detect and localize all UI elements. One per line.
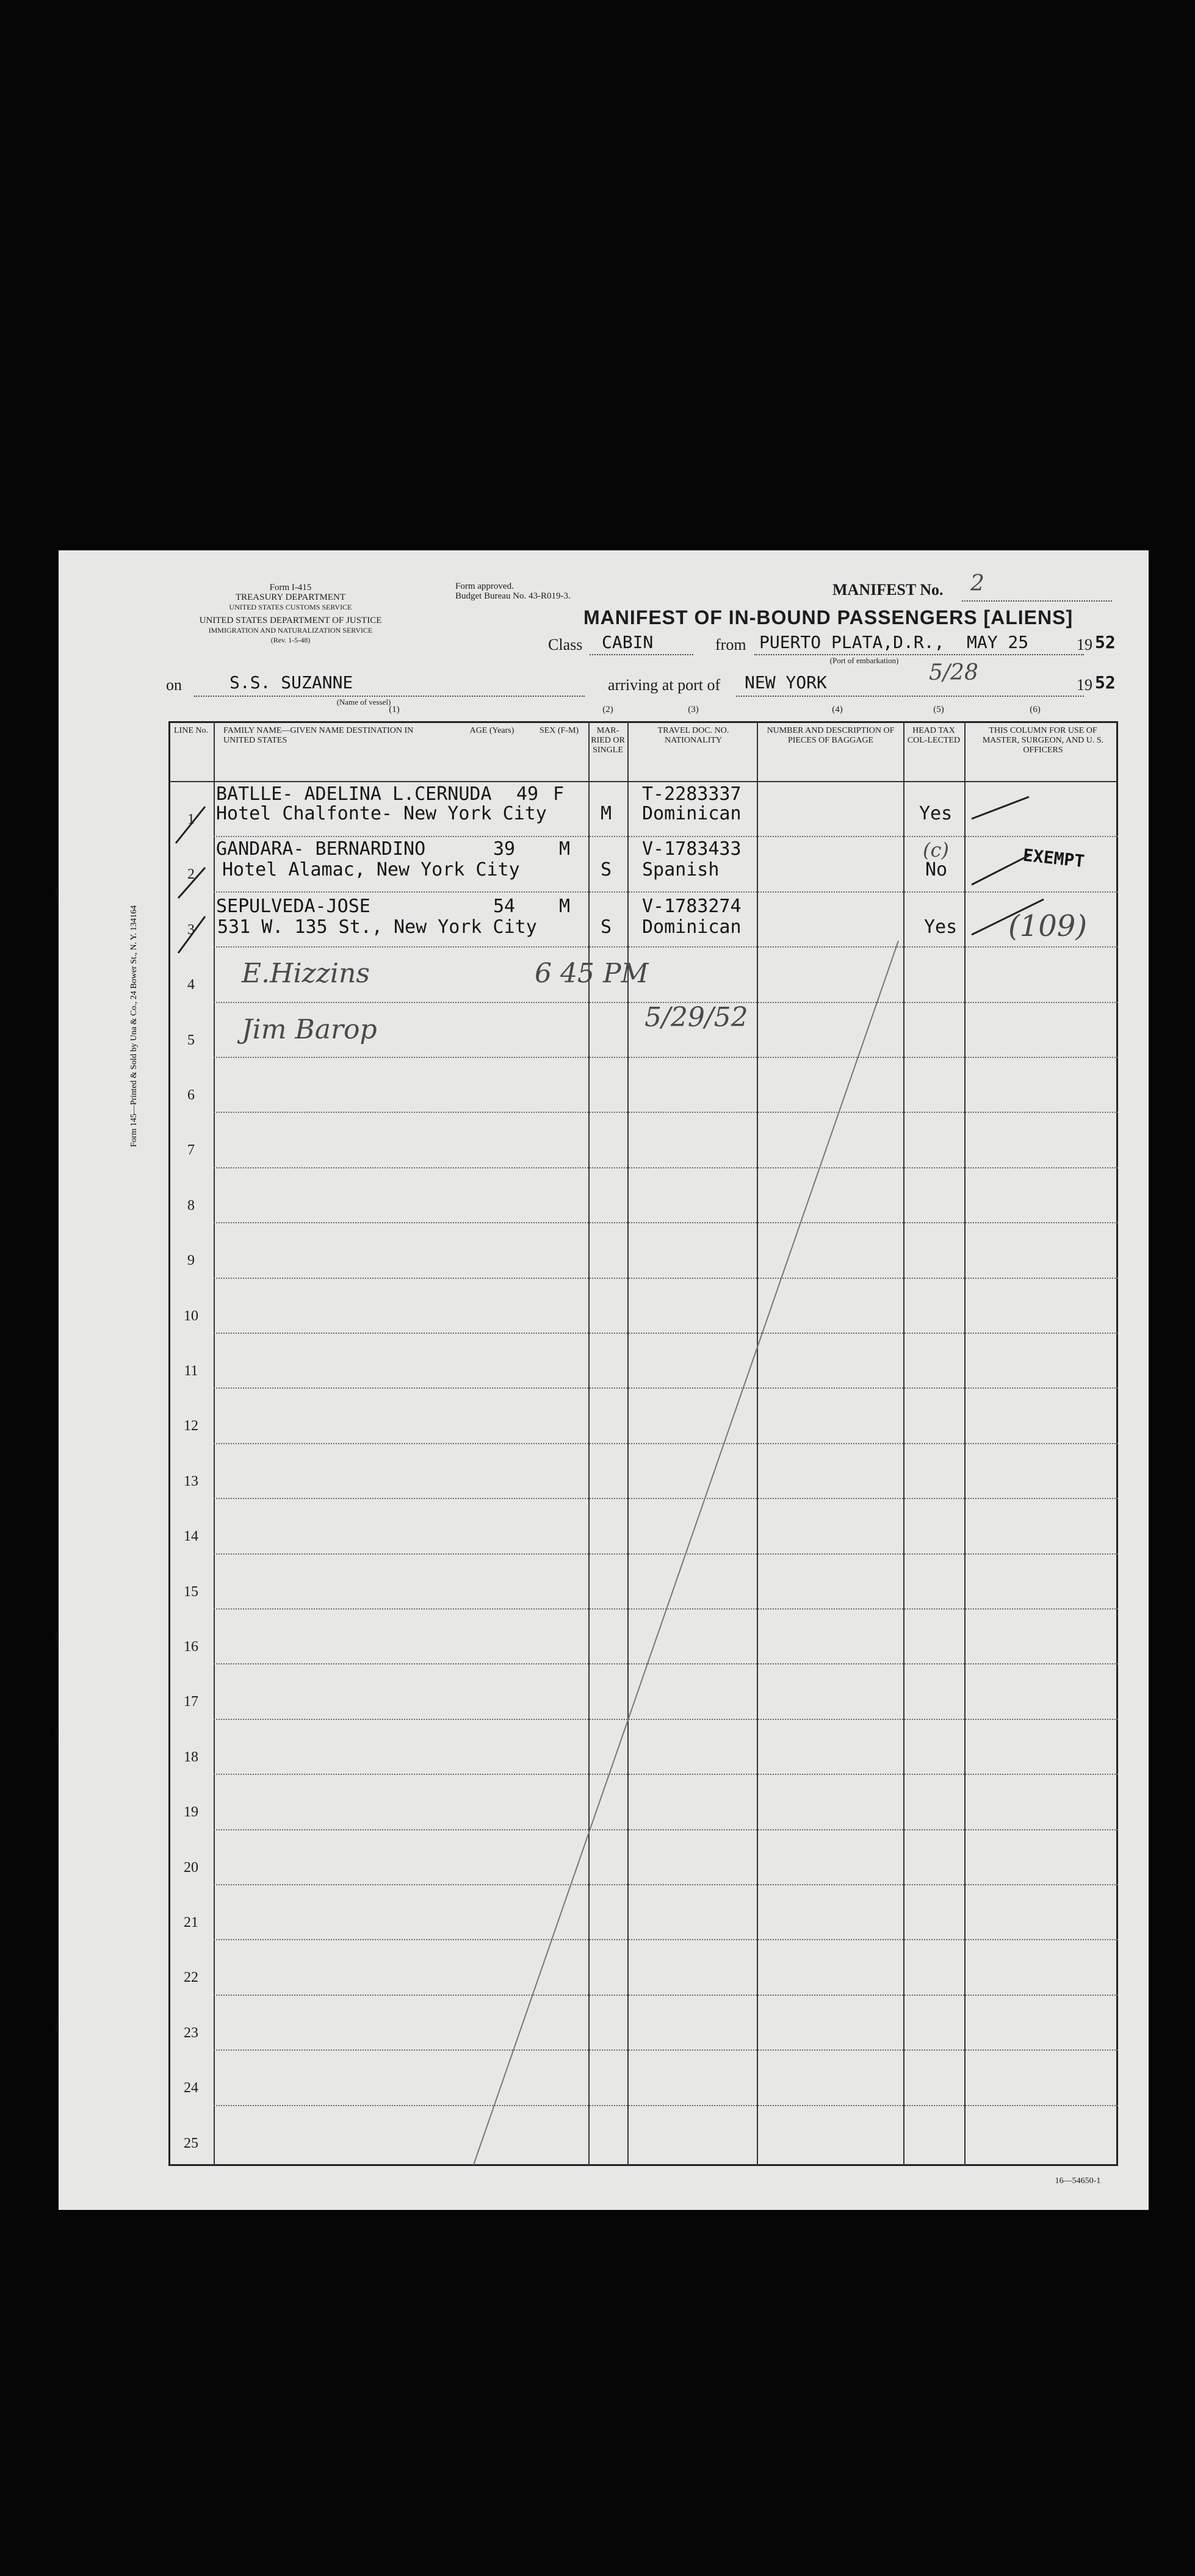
line-number: 9 — [187, 1253, 195, 1269]
row-divider — [214, 1057, 1118, 1058]
passenger-3-doc: V-1783274 — [642, 896, 742, 917]
row-divider — [214, 1167, 1118, 1168]
passenger-3-marital: S — [601, 916, 612, 938]
year2-suffix: 52 — [1095, 672, 1116, 693]
from-label: from — [715, 636, 746, 653]
col-married: MAR-RIED OR SINGLE — [591, 726, 625, 755]
row-divider — [214, 1774, 1118, 1775]
row-divider — [214, 1498, 1118, 1499]
line-number: 22 — [184, 1970, 198, 1986]
form-approved: Form approved. — [455, 581, 514, 591]
manifest-no-value: 2 — [970, 571, 984, 596]
col-age: AGE (Years) — [469, 726, 514, 735]
year2-prefix: 19 — [1077, 676, 1092, 694]
vessel-name: S.S. SUZANNE — [229, 672, 353, 693]
col-travel-doc: TRAVEL DOC. NO. NATIONALITY — [657, 726, 729, 745]
passenger-2-head-tax-note: (c) — [923, 838, 949, 862]
port-embark-caption: (Port of embarkation) — [829, 656, 899, 665]
passenger-1-sex: F — [553, 783, 565, 805]
passenger-1-destination: Hotel Chalfonte- New York City — [216, 803, 547, 824]
class-label: Class — [548, 636, 583, 653]
row-divider — [214, 2049, 1118, 2051]
passenger-3-head-tax: Yes — [924, 916, 958, 938]
class-line — [590, 654, 693, 655]
year-prefix: 19 — [1077, 636, 1092, 653]
row-divider — [214, 2105, 1118, 2106]
row-divider — [214, 946, 1118, 948]
manifest-no-label: MANIFEST No. — [832, 581, 944, 599]
on-label: on — [166, 676, 182, 694]
arrival-line — [736, 696, 1084, 697]
line-number: 16 — [184, 1639, 198, 1655]
passenger-2-nationality: Spanish — [642, 859, 720, 880]
col-ref-4: (4) — [832, 705, 843, 714]
col-ref-5: (5) — [933, 705, 944, 714]
row-divider — [214, 1333, 1118, 1334]
col-ref-2: (2) — [602, 705, 613, 714]
arriving-label: arriving at port of — [608, 676, 721, 694]
header-divider — [168, 781, 1118, 782]
from-value: PUERTO PLATA,D.R., — [759, 632, 945, 652]
arrival-date-handwritten: 5/28 — [929, 660, 978, 685]
year-suffix: 52 — [1095, 632, 1116, 652]
budget-bureau: Budget Bureau No. 43-R019-3. — [455, 591, 571, 601]
col-line-no: LINE No. — [174, 726, 208, 735]
line-number: 18 — [184, 1749, 198, 1765]
col-sex: SEX (F-M) — [539, 726, 579, 735]
line-number: 14 — [184, 1528, 198, 1545]
line-number: 1 — [187, 811, 195, 827]
line-number: 7 — [187, 1142, 195, 1159]
col-baggage: NUMBER AND DESCRIPTION OF PIECES OF BAGGAGE — [767, 726, 895, 745]
passenger-2-marital: S — [601, 859, 612, 880]
row-divider — [214, 1829, 1118, 1830]
line-number: 15 — [184, 1583, 198, 1600]
passenger-3-destination: 531 W. 135 St., New York City — [217, 916, 537, 938]
col-ref-3: (3) — [688, 705, 699, 714]
row-divider — [214, 836, 1118, 837]
passenger-2-age: 39 — [493, 838, 516, 860]
line-number: 23 — [184, 2024, 198, 2041]
row-divider — [214, 1387, 1118, 1389]
line-number: 21 — [184, 1915, 198, 1930]
line-number: 11 — [184, 1363, 198, 1379]
line-number: 17 — [184, 1694, 198, 1710]
row-divider — [214, 1278, 1118, 1279]
passenger-2-name: GANDARA- BERNARDINO — [216, 838, 426, 860]
embark-date: MAY 25 — [967, 632, 1029, 652]
arrival-port: NEW YORK — [745, 672, 827, 693]
line-number: 12 — [184, 1418, 198, 1434]
signature-officer: Jim Barop — [242, 1014, 377, 1045]
row-divider — [214, 1663, 1118, 1664]
row-divider — [214, 1222, 1118, 1223]
passenger-2-sex: M — [559, 838, 571, 860]
signature-inspector: E.Hizzins — [242, 958, 370, 989]
passenger-2-head-tax: No — [925, 859, 948, 880]
passenger-3-nationality: Dominican — [642, 916, 742, 938]
passenger-2-destination: Hotel Alamac, New York City — [222, 859, 520, 880]
passenger-3-officer-note: (109) — [1008, 909, 1088, 943]
passenger-3-name: SEPULVEDA-JOSE — [216, 896, 370, 917]
form-number: Form I-415 — [269, 583, 312, 592]
line-number: 24 — [184, 2080, 198, 2096]
vessel-caption: (Name of vessel) — [336, 697, 391, 707]
class-value: CABIN — [602, 632, 654, 652]
row-divider — [214, 1939, 1118, 1940]
col-name: FAMILY NAME—GIVEN NAME DESTINATION IN UNITED STATES — [223, 726, 414, 745]
row-divider — [214, 1995, 1118, 1996]
dept-treasury: TREASURY DEPARTMENT — [235, 592, 346, 602]
line-number: 3 — [187, 921, 195, 938]
handwritten-date: 5/29/52 — [644, 1002, 748, 1033]
passenger-1-marital: M — [601, 803, 612, 824]
row-divider — [214, 1608, 1118, 1610]
passenger-3-age: 54 — [493, 896, 516, 917]
manifest-no-line — [962, 600, 1112, 602]
dept-ins: IMMIGRATION AND NATURALIZATION SERVICE — [208, 626, 373, 635]
line-number: 4 — [187, 977, 195, 993]
line-number: 5 — [187, 1032, 195, 1048]
form-revision: (Rev. 1-5-48) — [270, 636, 311, 644]
col-ref-6: (6) — [1030, 705, 1041, 714]
manifest-page — [59, 550, 1149, 2210]
passenger-1-age: 49 — [516, 783, 539, 805]
row-divider — [214, 1719, 1118, 1720]
col-head-tax: HEAD TAX COL-LECTED — [907, 726, 961, 745]
col-ref-1: (1) — [389, 705, 400, 714]
row-divider — [214, 1112, 1118, 1113]
line-number: 13 — [184, 1473, 198, 1489]
line-number: 6 — [187, 1087, 195, 1103]
col-officers: THIS COLUMN FOR USE OF MASTER, SURGEON, AND U. S. OFFICERS — [982, 726, 1104, 755]
page-title: MANIFEST OF IN-BOUND PASSENGERS [ALIENS] — [583, 606, 1074, 628]
row-divider — [214, 1553, 1118, 1555]
footer-code: 16—54650-1 — [1055, 2176, 1101, 2186]
dept-customs: UNITED STATES CUSTOMS SERVICE — [229, 603, 352, 611]
row-divider — [214, 891, 1118, 893]
line-number: 19 — [184, 1804, 198, 1821]
handwritten-time: 6 45 PM — [535, 958, 649, 989]
row-divider — [214, 1884, 1118, 1885]
passenger-3-sex: M — [559, 896, 571, 917]
passenger-1-nationality: Dominican — [642, 803, 742, 824]
line-number: 10 — [184, 1308, 198, 1324]
passenger-1-name: BATLLE- ADELINA L.CERNUDA — [216, 783, 492, 805]
side-print: Form 145—Printed & Sold by Una & Co., 24 Bower St., N. Y. 134164 — [129, 905, 139, 1147]
passenger-2-officer-note: EXEMPT — [1022, 844, 1086, 872]
row-divider — [214, 1443, 1118, 1444]
line-number: 25 — [184, 2135, 198, 2151]
passenger-1-head-tax: Yes — [919, 803, 953, 824]
line-number: 2 — [187, 866, 195, 883]
dept-justice: UNITED STATES DEPARTMENT OF JUSTICE — [199, 616, 382, 625]
passenger-1-doc: T-2283337 — [642, 783, 742, 805]
line-number: 8 — [187, 1197, 195, 1214]
passenger-2-doc: V-1783433 — [642, 838, 742, 860]
line-number: 20 — [184, 1859, 198, 1876]
